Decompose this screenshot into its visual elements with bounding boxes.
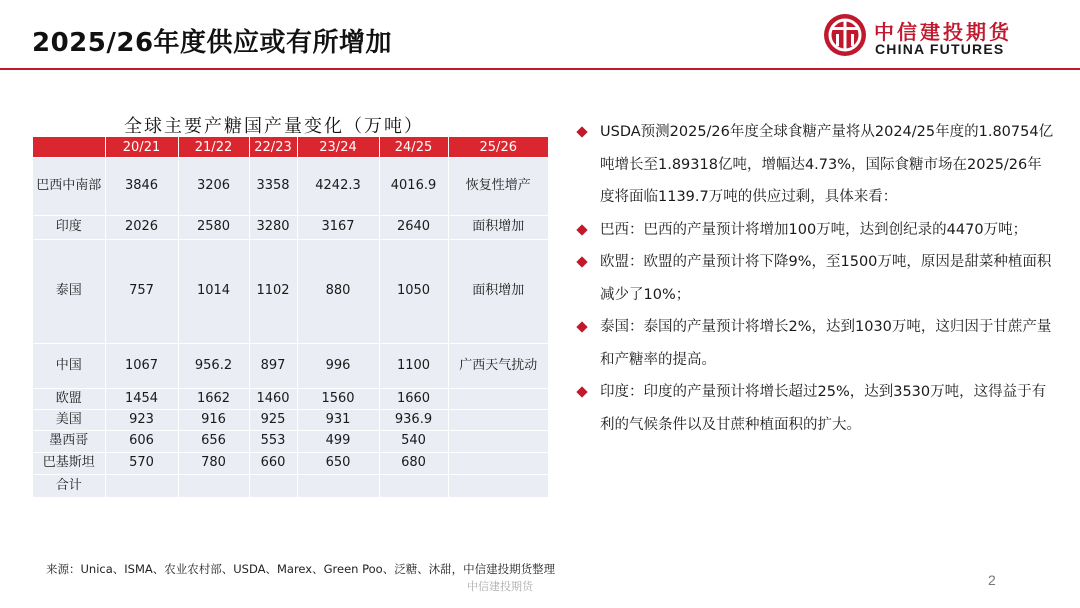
- row-value: 1454: [105, 389, 178, 410]
- bullet-item: [576, 116, 1056, 214]
- source-note: 来源：Unica、ISMA、农业农村部、USDA、Marex、Green Poo、泛糖、沐甜，中信建投期货整理: [46, 562, 556, 576]
- column-header: 20/21: [105, 137, 178, 158]
- bullet-item: [576, 246, 1056, 311]
- logo-name-cn: 中信建投期货: [874, 20, 1012, 44]
- row-value: 680: [379, 453, 448, 475]
- table-row: [33, 216, 548, 240]
- column-header: 25/26: [448, 137, 548, 158]
- row-value: 1662: [178, 389, 249, 410]
- row-country: 合计: [33, 475, 105, 497]
- row-value: 540: [379, 431, 448, 453]
- row-value: 606: [105, 431, 178, 453]
- row-value: 780: [178, 453, 249, 475]
- table-row: [33, 475, 548, 497]
- row-value: [105, 475, 178, 497]
- row-value: 570: [105, 453, 178, 475]
- bullet-text: 泰国：泰国的产量预计将增长2%，达到1030万吨，这归因于甘蔗产量和产糖率的提高。: [600, 319, 1052, 368]
- row-value: 1560: [297, 389, 379, 410]
- row-value: 1014: [178, 240, 249, 344]
- row-country: 美国: [33, 410, 105, 431]
- table-row: [33, 453, 548, 475]
- row-value: 650: [297, 453, 379, 475]
- slide-title: 2025/26年度供应或有所增加: [32, 28, 393, 58]
- bullet-text: 印度：印度的产量预计将增长超过25%，达到3530万吨，这得益于有利的气候条件以及甘蔗种植面积的扩大。: [600, 384, 1047, 433]
- row-value: 1050: [379, 240, 448, 344]
- row-value: 925: [249, 410, 297, 431]
- column-header: 24/25: [379, 137, 448, 158]
- row-country: 印度: [33, 216, 105, 240]
- column-header: 23/24: [297, 137, 379, 158]
- row-value: 1460: [249, 389, 297, 410]
- row-value: 996: [297, 344, 379, 389]
- row-country: 巴基斯坦: [33, 453, 105, 475]
- row-note: 面积增加: [448, 240, 548, 344]
- citic-logo-icon: [822, 12, 868, 58]
- row-value: 4242.3: [297, 158, 379, 216]
- row-value: [297, 475, 379, 497]
- logo-name-en: CHINA FUTURES: [875, 41, 1005, 57]
- sugar-production-table: [33, 137, 548, 497]
- diamond-bullet-icon: [576, 224, 587, 235]
- row-value: 923: [105, 410, 178, 431]
- diamond-bullet-icon: [576, 386, 587, 397]
- row-value: 931: [297, 410, 379, 431]
- diamond-bullet-icon: [576, 321, 587, 332]
- row-note: 广西天气扰动: [448, 344, 548, 389]
- row-note: [448, 389, 548, 410]
- diamond-bullet-icon: [576, 126, 587, 137]
- row-value: 2580: [178, 216, 249, 240]
- row-note: 恢复性增产: [448, 158, 548, 216]
- row-country: 墨西哥: [33, 431, 105, 453]
- row-note: [448, 475, 548, 497]
- row-value: 956.2: [178, 344, 249, 389]
- row-note: [448, 431, 548, 453]
- row-value: 2640: [379, 216, 448, 240]
- row-value: 3167: [297, 216, 379, 240]
- row-value: [249, 475, 297, 497]
- footer-company: 中信建投期货: [467, 580, 533, 593]
- table-row: [33, 240, 548, 344]
- row-value: 936.9: [379, 410, 448, 431]
- column-header: 21/22: [178, 137, 249, 158]
- row-value: 1067: [105, 344, 178, 389]
- row-value: 3206: [178, 158, 249, 216]
- row-value: 897: [249, 344, 297, 389]
- row-value: 4016.9: [379, 158, 448, 216]
- bullet-text: 欧盟：欧盟的产量预计将下降9%，至1500万吨，原因是甜菜种植面积减少了10%；: [600, 254, 1052, 303]
- column-header: [33, 137, 105, 158]
- row-value: [178, 475, 249, 497]
- table-row: [33, 410, 548, 431]
- row-value: 2026: [105, 216, 178, 240]
- row-value: 880: [297, 240, 379, 344]
- table-row: [33, 389, 548, 410]
- bullet-text: 巴西：巴西的产量预计将增加100万吨，达到创纪录的4470万吨；: [600, 221, 1028, 238]
- row-value: [379, 475, 448, 497]
- row-value: 1100: [379, 344, 448, 389]
- row-value: 1660: [379, 389, 448, 410]
- row-value: 916: [178, 410, 249, 431]
- row-value: 660: [249, 453, 297, 475]
- bullet-list: [576, 116, 1056, 441]
- row-value: 656: [178, 431, 249, 453]
- bullet-text: USDA预测2025/26年度全球食糖产量将从2024/25年度的1.80754亿吨增长至1.89318亿吨，增幅达4.73%，国际食糖市场在2025/26年度将面临1139.7万吨的供应过剩，具体来看：: [600, 124, 1054, 205]
- row-value: 757: [105, 240, 178, 344]
- page-number: 2: [988, 572, 996, 588]
- column-header: 22/23: [249, 137, 297, 158]
- bullet-item: [576, 311, 1056, 376]
- row-country: 巴西中南部: [33, 158, 105, 216]
- row-value: 1102: [249, 240, 297, 344]
- company-logo: [822, 12, 1052, 62]
- row-value: 499: [297, 431, 379, 453]
- bullet-item: [576, 214, 1056, 247]
- row-value: 3846: [105, 158, 178, 216]
- row-country: 欧盟: [33, 389, 105, 410]
- row-note: [448, 453, 548, 475]
- row-value: 3358: [249, 158, 297, 216]
- diamond-bullet-icon: [576, 256, 587, 267]
- row-note: [448, 410, 548, 431]
- row-country: 中国: [33, 344, 105, 389]
- table-row: [33, 431, 548, 453]
- header-divider: [0, 68, 1080, 70]
- bullet-item: [576, 376, 1056, 441]
- table-header-row: [33, 137, 548, 158]
- table-row: [33, 158, 548, 216]
- row-value: 553: [249, 431, 297, 453]
- table-title: 全球主要产糖国产量变化（万吨）: [124, 116, 424, 137]
- row-country: 泰国: [33, 240, 105, 344]
- row-note: 面积增加: [448, 216, 548, 240]
- table-row: [33, 344, 548, 389]
- row-value: 3280: [249, 216, 297, 240]
